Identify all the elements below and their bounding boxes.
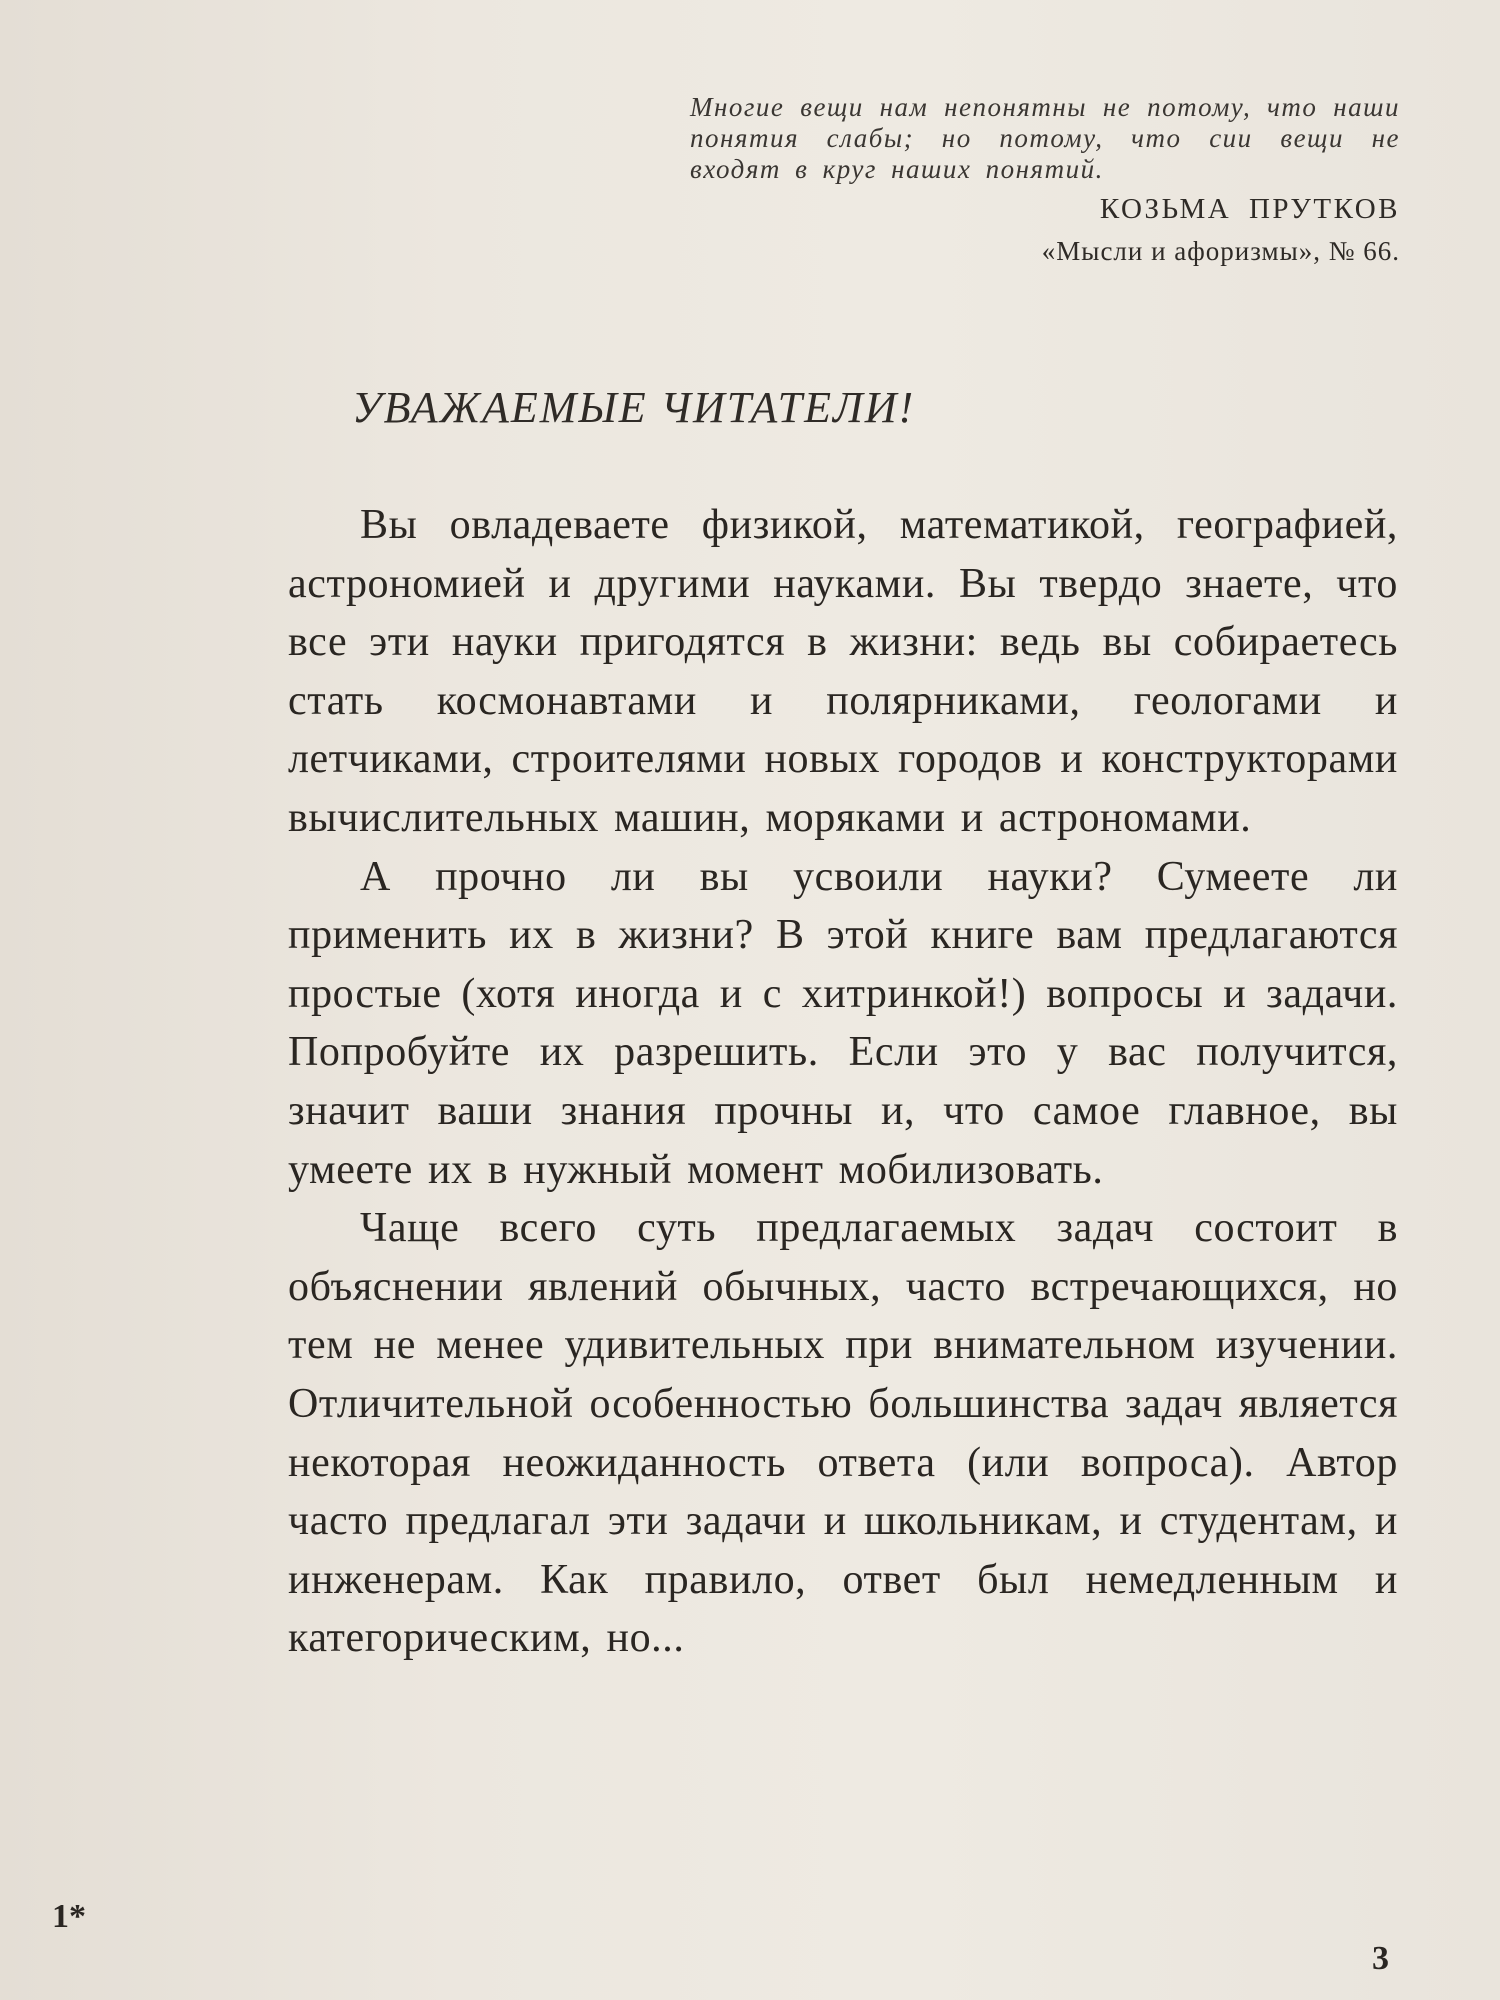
epigraph-text: Многие вещи нам непонятны не потому, что наши понятия слабы; но потому, что сии вещи не входят в круг наших понятий. <box>690 92 1400 184</box>
body-text <box>288 496 1398 1668</box>
page-number: 3 <box>1372 1940 1389 1977</box>
page-heading: УВАЖАЕМЫЕ ЧИТАТЕЛИ! <box>352 383 916 432</box>
signature-mark: 1* <box>52 1898 86 1935</box>
epigraph-author: КОЗЬМА ПРУТКОВ <box>1099 193 1400 225</box>
epigraph-source: «Мысли и афоризмы», № 66. <box>1041 236 1400 266</box>
paragraph-3: Чаще всего суть предлагаемых задач состоит в объяснении явлений обычных, часто встречающихся, но тем не менее удивительных при внимательном изучении. Отличительной особенностью большинства задач является некоторая неожиданность ответа (или вопроса). Автор часто предлагал эти задачи и школьникам, и студентам, и инженерам. Как правило, ответ был немедленным и категорическим, но... <box>288 1205 1398 1662</box>
paragraph-1: Вы овладеваете физикой, математикой, географией, астрономией и другими науками. Вы твердо знаете, что все эти науки пригодятся в жизни: ведь вы собираетесь стать космонавтами и полярниками, геологами и летчиками, строителями новых городов и конструкторами вычислительных машин, моряками и астрономами. <box>288 502 1398 841</box>
paragraph-2: А прочно ли вы усвоили науки? Сумеете ли применить их в жизни? В этой книге вам предлагаются простые (хотя иногда и с хитринкой!) вопросы и задачи. Попробуйте их разрешить. Если это у вас получится, значит ваши знания прочны и, что самое главное, вы умеете их в нужный момент мобилизовать. <box>288 853 1398 1193</box>
epigraph <box>690 92 1400 267</box>
